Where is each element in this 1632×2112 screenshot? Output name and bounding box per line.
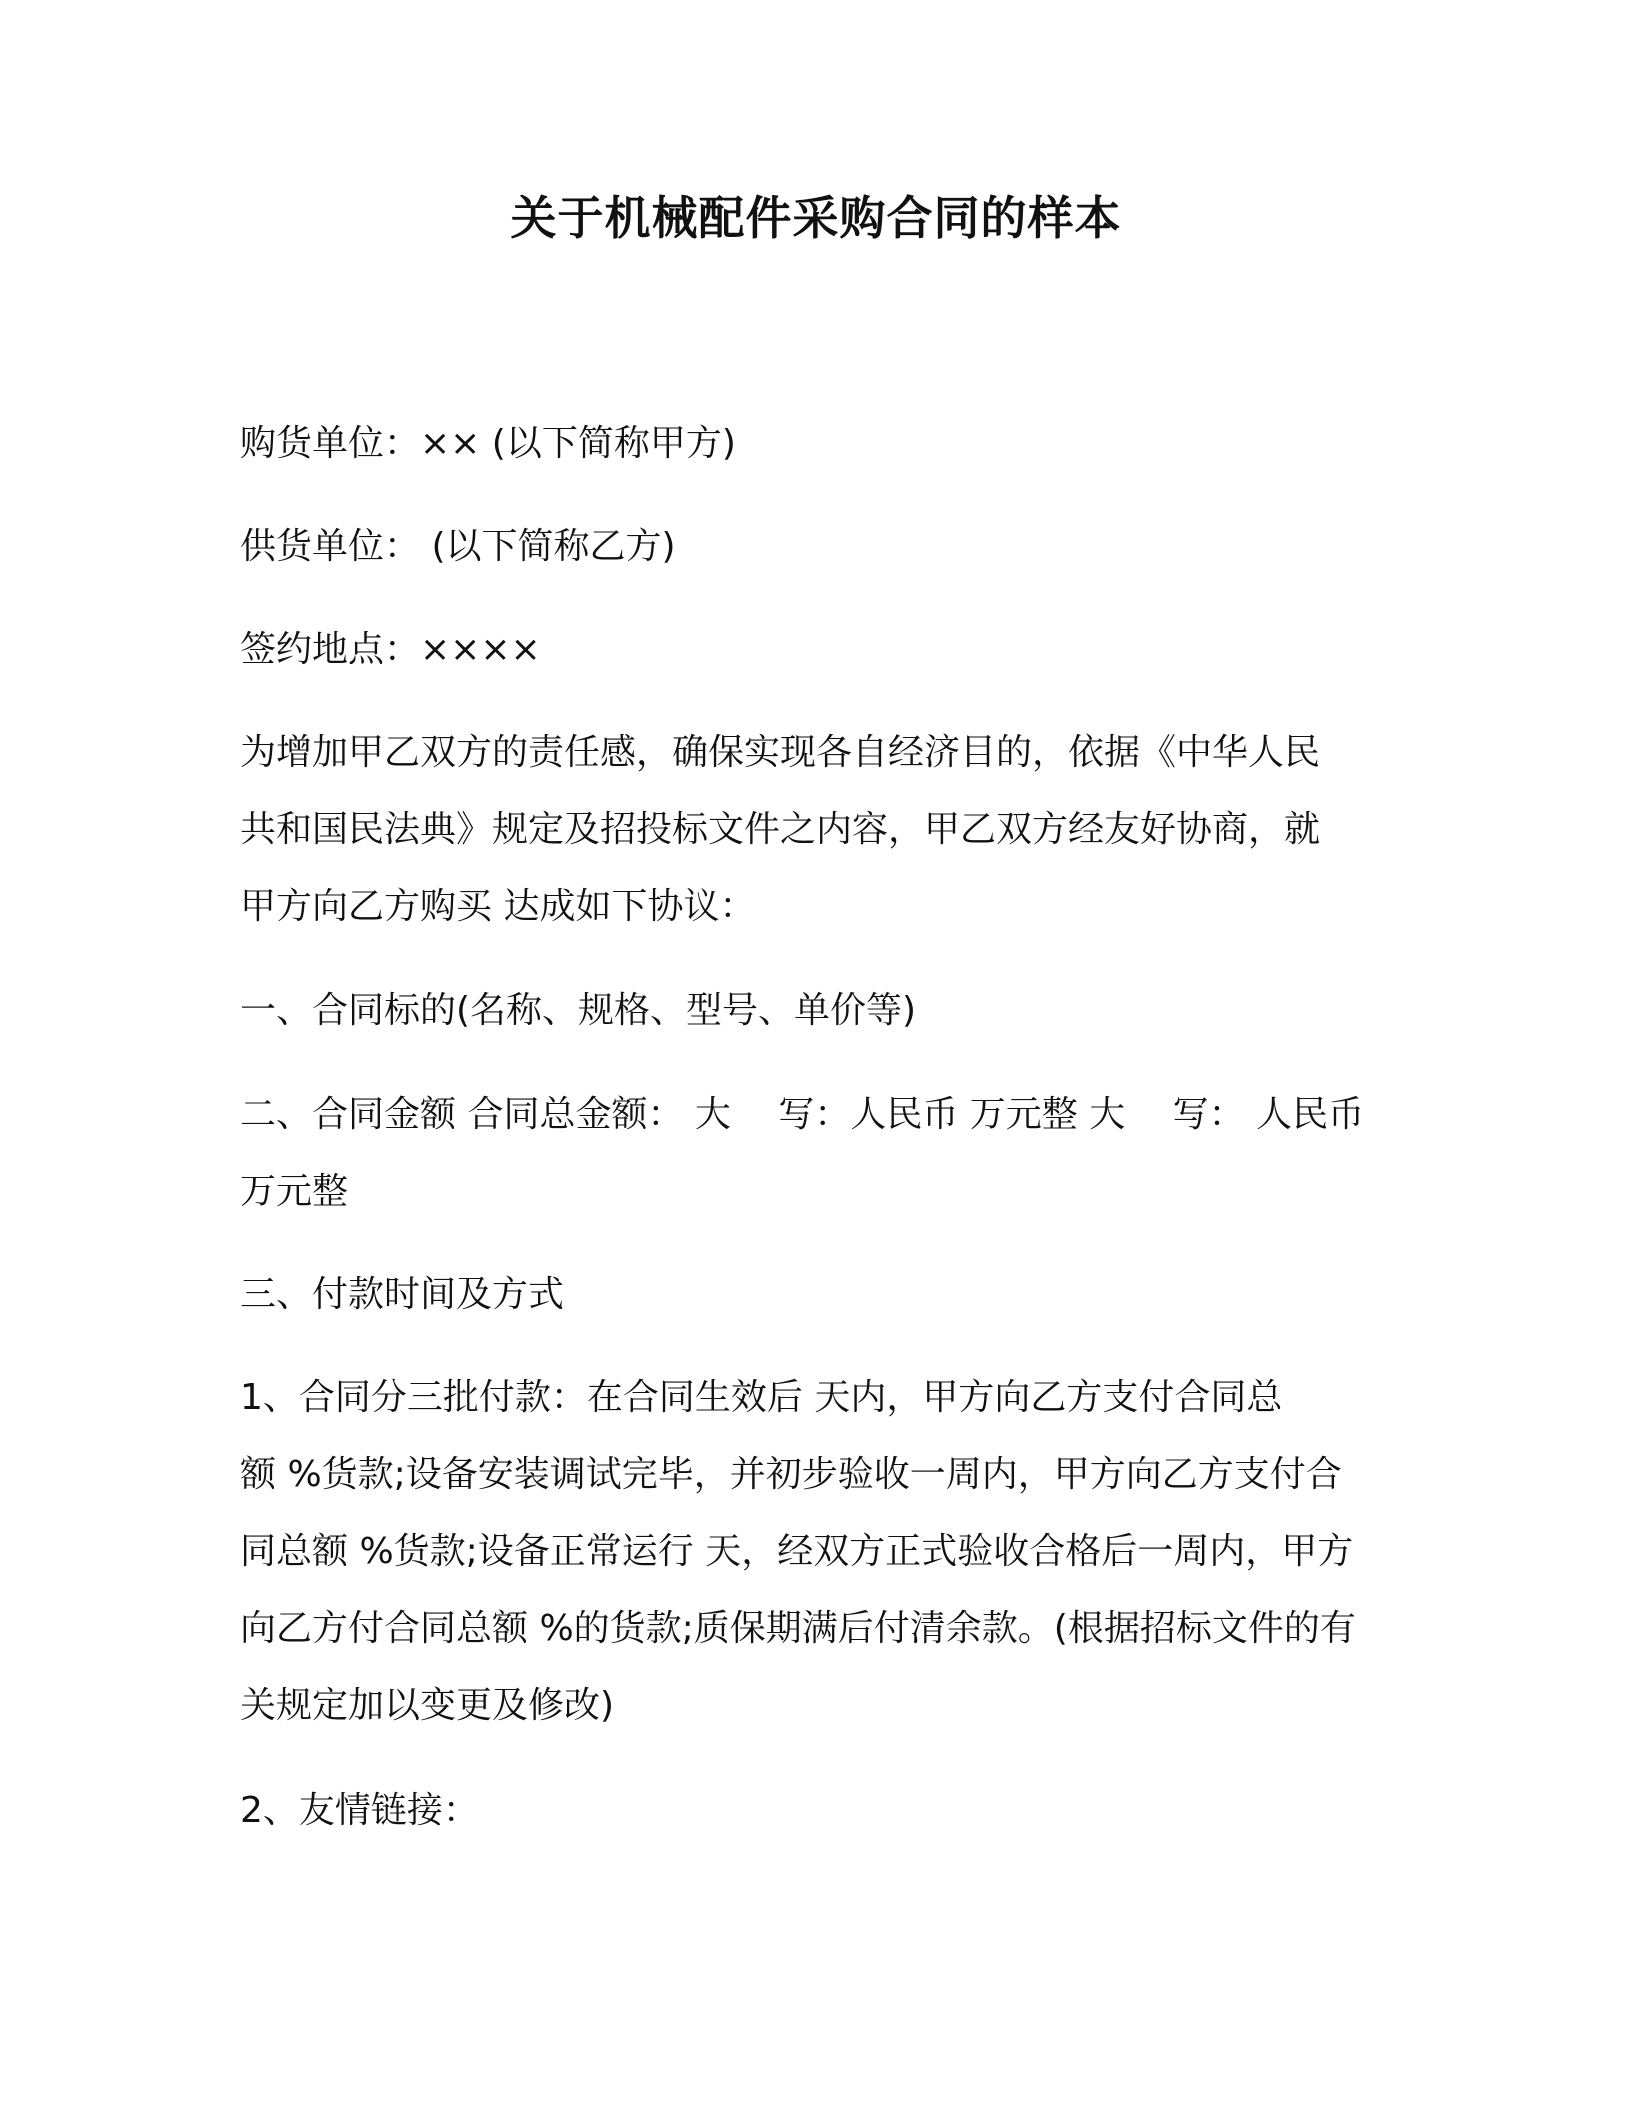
clause-1-line-5: 关规定加以变更及修改) [240, 1685, 615, 1726]
preamble-line-1: 为增加甲乙双方的责任感，确保实现各自经济目的，依据《中华人民 [240, 732, 1321, 773]
buyer-line: 购货单位：×× (以下简称甲方) [240, 423, 736, 464]
supplier-line: 供货单位： (以下简称乙方) [240, 526, 676, 567]
section-1-heading [240, 972, 1400, 1049]
preamble-paragraph [240, 714, 1400, 945]
clause-2-line: 2、友情链接： [240, 1790, 479, 1831]
section-2-paragraph [240, 1076, 1400, 1230]
clause-2-paragraph [240, 1772, 1400, 1849]
section-3-line: 三、付款时间及方式 [240, 1274, 565, 1315]
buyer-field [240, 405, 1400, 482]
section-1-line: 一、合同标的(名称、规格、型号、单价等) [240, 990, 917, 1031]
signing-place-field [240, 611, 1400, 688]
signing-place-line: 签约地点：×××× [240, 629, 541, 670]
clause-1-paragraph [240, 1359, 1400, 1744]
section-3-heading [240, 1256, 1400, 1333]
document-title: 关于机械配件采购合同的样本 [510, 191, 1122, 245]
section-2-line-1: 二、合同金额 合同总金额： 大 写：人民币 万元整 大 写： 人民币 [240, 1094, 1365, 1135]
preamble-line-2: 共和国民法典》规定及招投标文件之内容，甲乙双方经友好协商，就 [240, 809, 1321, 850]
clause-1-line-1: 1、合同分三批付款：在合同生效后 天内，甲方向乙方支付合同总 [240, 1377, 1283, 1418]
supplier-field [240, 508, 1400, 585]
clause-1-line-2: 额 %货款;设备安装调试完毕，并初步验收一周内，甲方向乙方支付合 [240, 1454, 1342, 1495]
preamble-line-3: 甲方向乙方购买 达成如下协议： [240, 886, 756, 927]
section-2-line-2: 万元整 [240, 1171, 349, 1212]
clause-1-line-3: 同总额 %货款;设备正常运行 天，经双方正式验收合格后一周内，甲方 [240, 1531, 1354, 1572]
clause-1-line-4: 向乙方付合同总额 %的货款;质保期满后付清余款。(根据招标文件的有 [240, 1608, 1356, 1649]
